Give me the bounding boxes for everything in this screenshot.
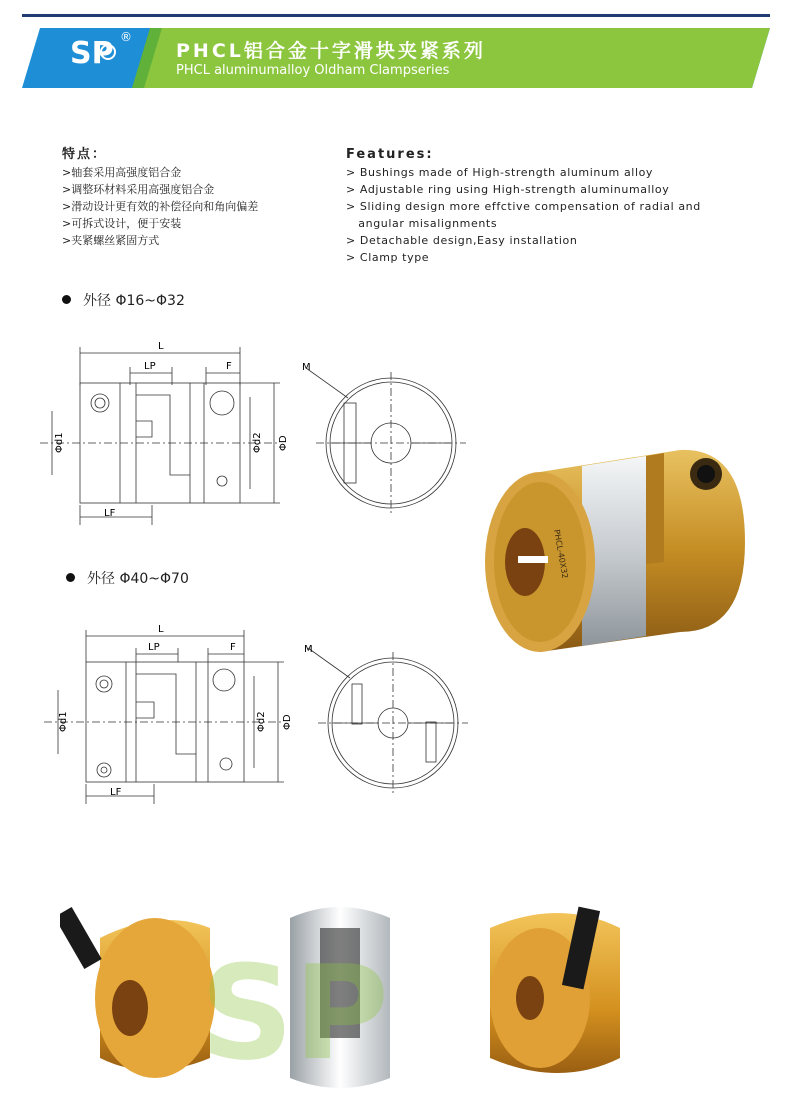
watermark-logo: SP xyxy=(200,937,389,1089)
feature-cn-item: >轴套采用高强度铝合金 xyxy=(62,166,182,179)
feature-en-item: > Detachable design,Easy installation xyxy=(346,234,578,247)
features-cn-title: 特点： xyxy=(62,147,108,162)
feature-en-item: > Sliding design more effctive compensation of radial and xyxy=(346,200,701,213)
features-cn xyxy=(62,146,258,249)
product-photo-assembled xyxy=(470,442,760,662)
end-view-drawing-large xyxy=(298,638,468,798)
registered-mark: ® xyxy=(120,30,132,44)
feature-cn-item: >夹紧螺丝紧固方式 xyxy=(62,234,160,247)
page-title-cn: PHCL铝合金十字滑块夹紧系列 xyxy=(176,40,486,62)
bullet-icon xyxy=(66,573,75,582)
dim-LP: LP xyxy=(148,642,160,653)
bullet-icon xyxy=(62,295,71,304)
dim-LP: LP xyxy=(144,361,156,372)
page-title-en: PHCL aluminumalloy Oldham Clampseries xyxy=(176,63,450,78)
product-marking: PHCL-40X32 xyxy=(552,528,570,580)
dim-LF: LF xyxy=(104,508,116,519)
product-photo-exploded xyxy=(60,888,700,1098)
feature-cn-item: >滑动设计更有效的补偿径向和角向偏差 xyxy=(62,200,259,213)
feature-en-item: > Bushings made of High-strength aluminum alloy xyxy=(346,166,654,179)
section-heading-large: 外径 Φ40~Φ70 xyxy=(66,568,189,588)
dim-D: ΦD xyxy=(278,435,289,451)
feature-en-item: > Clamp type xyxy=(346,251,430,264)
features-en-title: Features: xyxy=(346,147,434,162)
features-en xyxy=(346,146,701,266)
side-view-drawing-small xyxy=(40,335,300,535)
dim-M: M xyxy=(304,644,313,655)
section-heading-small: 外径 Φ16~Φ32 xyxy=(62,290,185,310)
feature-cn-item: >可拆式设计，便于安装 xyxy=(62,217,182,230)
end-view-drawing-small xyxy=(296,358,466,518)
dim-d1: Φd1 xyxy=(58,711,69,732)
dim-F: F xyxy=(226,361,232,372)
dim-d1: Φd1 xyxy=(54,432,65,453)
feature-en-item: angular misalignments xyxy=(346,217,498,230)
dim-d2: Φd2 xyxy=(256,711,267,732)
feature-en-item: > Adjustable ring using High-strength aluminumalloy xyxy=(346,183,670,196)
dim-F: F xyxy=(230,642,236,653)
dim-L: L xyxy=(158,624,164,635)
dim-d2: Φd2 xyxy=(252,432,263,453)
feature-cn-item: >调整环材料采用高强度铝合金 xyxy=(62,183,215,196)
side-view-drawing-large xyxy=(44,618,304,818)
dim-M: M xyxy=(302,362,311,373)
dim-LF: LF xyxy=(110,787,122,798)
dim-L: L xyxy=(158,341,164,352)
dim-D: ΦD xyxy=(282,714,293,730)
brand-logo: SP xyxy=(70,36,114,71)
